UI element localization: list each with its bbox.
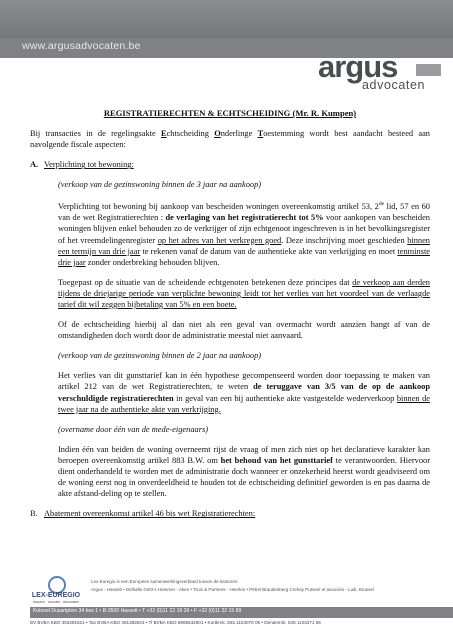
document-title: REGISTRATIERECHTEN & ECHTSCHEIDING (Mr. R. Kumpen) [103,108,357,118]
paragraph-declaratief: Indien één van beiden de woning overneemt rijst de vraag of men zich niet op het declaratieve karakter kan beroepen overeenkomstig artikel 883 B.W. om het behoud van het gunsttarief te verantwoorden. Hiervoor dient onderhandeld te worden met de administratie doch wanneer er onzekerheid heerst wordt geadviseerd om de woning eerst nog in onverdeeldheid te houden tot de echtscheiding definitief geworden is en pas daarna de akte afstand-deling op te stellen. [58,444,430,499]
logo-accent-bar [416,64,441,76]
website-url[interactable]: www.argusadvocaten.be [22,40,141,52]
logo-subtitle: advocaten [362,78,426,92]
logo-wordmark: argus [318,49,398,84]
footer-address-bar [30,607,453,618]
footer-description: Lex-Euregio is een Europees samenwerkingsverband tussen de kantoren: Argus - Hasselt • Delhalle Gehl-s Hammer - Aken • Truis & Partners - Heerlen • Pétrel Braudenberg Crehay Putseel et associés - Luik, Brussel [91,579,374,592]
paragraph-toegepast: Toegepast op de situatie van de scheidende echtgenoten betekenen deze principes dat de verkoop aan derden tijdens de driejarige periode van verplichte bewoning leidt tot het verlies van het voordeel van de verlaagde tarief dit wil zeggen bijbetaling van 5% en een boete. [58,277,430,310]
paragraph-overmacht: Of de echtscheiding hierbij al dan niet als een geval van overmacht wordt aanzien hangt af van de omstandigheden doch wordt door de administratie meestal niet aanvaard. [58,320,430,341]
subheading-3-years: (verkoop van de gezinswoning binnen de 3 jaar na aankoop) [58,180,262,190]
footer-address: Kolonel Dusartplein 34 box 1 • B-3500 Hasselt • T +32 (0)11 22 18 39 • F +32 (0)11 22 15 89 [33,608,242,614]
banner-stripe [0,0,453,38]
lex-euregio-tagline: lawyers · avocats · advocaten [32,600,80,604]
lex-euregio-name: LEX-EUREGIO [31,592,81,599]
argus-logo [318,49,443,96]
paragraph-teruggave: Het verlies van dit gunsttarief kan in één hypothese gecompenseerd worden door toepassing te maken van artikel 212 van de wet Registratierechten, te weten de teruggave van 3/5 van de op de aankoop verschuldigde registratierechten in geval van een bij authentieke akte vastgestelde wederverkoop binnen de twee jaar na de authentieke akte van verkrijging. [58,371,430,414]
subheading-overname: (overname door één van de mede-eigenaars) [58,424,208,434]
paragraph-bewoning: Verplichting tot bewoning bij aankoop van bescheiden woningen overeenkomstig artikel 53, 2de lid, 57 en 60 van de wet Registratierechten : de verlaging van het registratierecht tot 5% voor aankopen van bescheiden woningen blijven enkel behouden zo de verkrijger of zijn echtgenoot ingeschreven is in het bevolkingsregister of het vreemdelingenregister op het adres van het verkregen goed. Deze inschrijving moet geschieden binnen een termijn van drie jaar te rekenen vanaf de datum van de authentieke akte van verkrijging en moet tenminste drie jaar zonder onderbreking behouden blijven. [58,201,430,267]
document-body [30,108,430,519]
lex-euregio-logo [30,576,82,606]
section-a-heading: A. Verplichting tot bewoning: [30,160,134,170]
page-footer [0,572,453,640]
subheading-2-years: (verkoop van de gezinswoning binnen de 2 jaar na aankoop) [58,351,262,361]
section-b-heading: B. Abatement overeenkomst artikel 46 bis wet Registratierechten: [30,509,256,519]
intro-paragraph: Bij transacties in de regelingsakte Echtscheiding Onderlinge Toestemming wordt best aandacht besteed aan navolgende fiscale aspecten: [30,129,430,150]
footer-registration: BV BVBA KBO 453291621 • Tax BVBA KBO 461383943 • Tl BVBA KBO 8885632601 • Kortkrnk. 845 1104070 05 • Dendermk. 845 1104371 56 [30,620,321,625]
